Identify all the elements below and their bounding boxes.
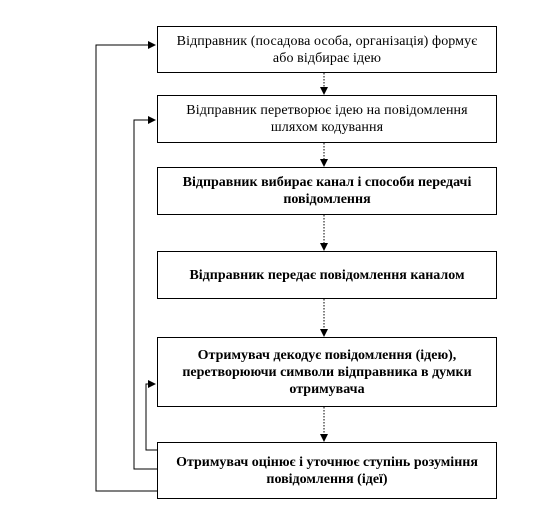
step-3-text: Відправник вибирає канал і способи передачі повідомлення [182, 175, 472, 207]
step-4-box [157, 251, 497, 299]
step-6-text: Отримувач оцінює і уточнює ступінь розуміння повідомлення (ідеї) [176, 454, 478, 487]
step-2-text: Відправник перетворює ідею на повідомлення шляхом кодування [186, 103, 468, 135]
step-3-box [157, 167, 497, 215]
step-5-text: Отримувач декодує повідомлення (ідею), перетворюючи символи відправника в думки отримувача [182, 347, 472, 397]
step-5-box [157, 337, 497, 407]
step-2-box [157, 95, 497, 143]
step-1-box [157, 26, 497, 73]
step-1-text: Відправник (посадова особа, організація) формує або відбирає ідею [176, 33, 478, 66]
feedback-loop-middle [134, 120, 157, 469]
step-6-box [157, 442, 497, 499]
feedback-loop-inner [146, 384, 157, 450]
feedback-loop-outer [96, 45, 157, 491]
step-4-text: Відправник передає повідомлення каналом [189, 267, 465, 283]
